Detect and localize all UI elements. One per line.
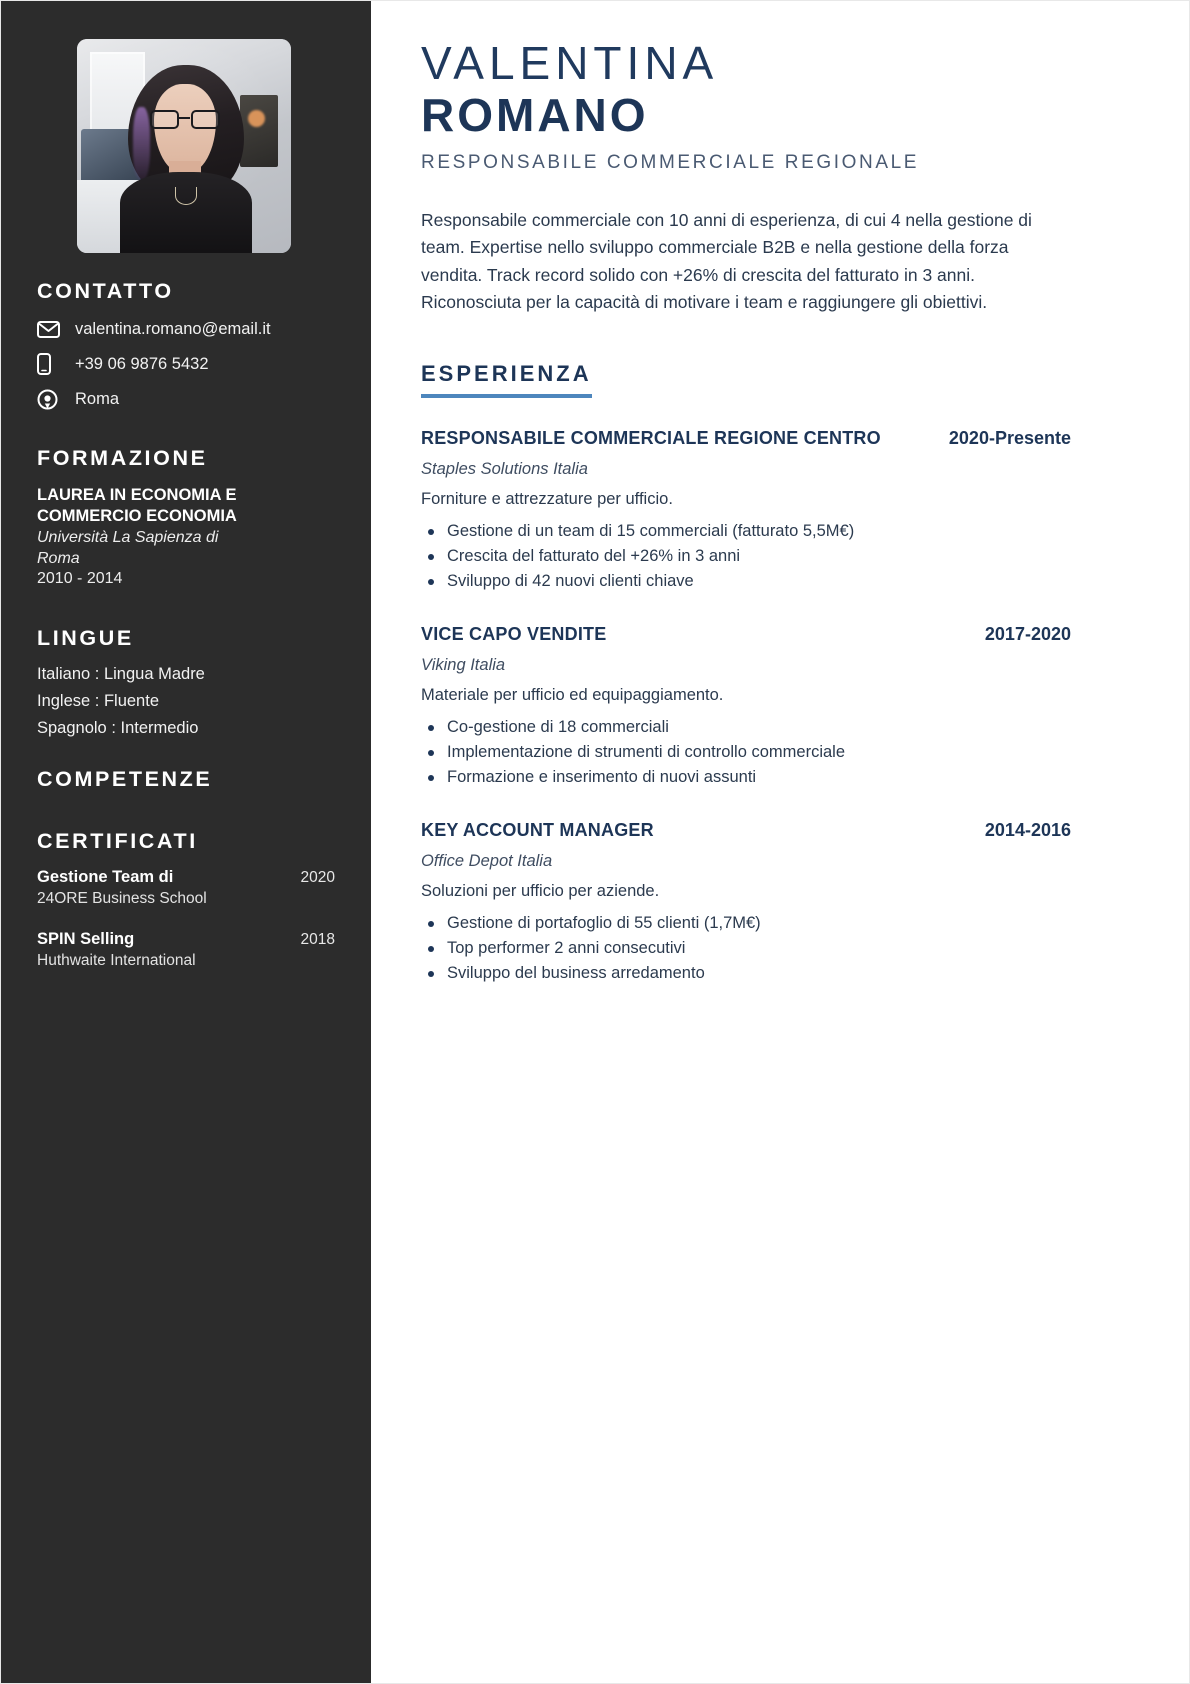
languages-section-title: LINGUE	[37, 626, 134, 650]
language-item: Inglese : Fluente	[37, 692, 159, 710]
experience-company: Viking Italia	[421, 656, 506, 675]
photo-person-necklace	[175, 187, 196, 205]
certificate-name: SPIN Selling	[37, 930, 135, 948]
education-school: Università La Sapienza di Roma	[37, 529, 219, 567]
contact-phone-value: +39 06 9876 5432	[75, 354, 209, 373]
experience-bullet: Sviluppo del business arredamento	[421, 961, 1071, 986]
experience-item	[421, 820, 1071, 986]
experience-role: RESPONSABILE COMMERCIALE REGIONE CENTRO	[421, 427, 881, 448]
experience-description: Soluzioni per ufficio per aziende.	[421, 882, 660, 901]
glasses-icon	[150, 110, 221, 129]
contact-section	[1, 279, 371, 423]
profile-photo-image	[77, 39, 291, 253]
certificate-organization: Huthwaite International	[37, 952, 196, 969]
photo-glasses-bridge	[178, 117, 191, 119]
experience-company: Staples Solutions Italia	[421, 459, 588, 478]
job-title: RESPONSABILE COMMERCIALE REGIONALE	[421, 152, 920, 174]
experience-bullet: Sviluppo di 42 nuovi clienti chiave	[421, 569, 1071, 594]
photo-background-frame	[240, 95, 279, 168]
certificate-item	[37, 868, 335, 908]
first-name: VALENTINA	[421, 37, 719, 89]
phone-icon	[37, 353, 63, 375]
education-section-title: FORMAZIONE	[37, 446, 208, 470]
certificates-section	[1, 829, 371, 970]
certificates-section-title: CERTIFICATI	[37, 829, 198, 853]
experience-bullet: Gestione di un team di 15 commerciali (fatturato 5,5M€)	[421, 519, 1071, 544]
contact-location-value: Roma	[75, 389, 120, 408]
experience-bullets	[421, 519, 1071, 594]
profile-photo	[77, 39, 291, 253]
certificate-year: 2020	[300, 869, 335, 886]
language-item: Italiano : Lingua Madre	[37, 665, 205, 683]
education-degree: LAUREA IN ECONOMIA E COMMERCIO ECONOMIA	[37, 486, 237, 525]
certificate-name: Gestione Team di	[37, 868, 174, 886]
experience-role: KEY ACCOUNT MANAGER	[421, 820, 654, 841]
experience-item	[421, 624, 1071, 790]
experience-dates: 2014-2016	[984, 820, 1071, 841]
certificate-year: 2018	[300, 931, 335, 948]
experience-bullet: Formazione e inserimento di nuovi assunti	[421, 765, 1071, 790]
experience-bullet: Co-gestione di 18 commerciali	[421, 715, 1071, 740]
experience-description: Materiale per ufficio ed equipaggiamento.	[421, 686, 724, 705]
experience-item	[421, 428, 1071, 594]
experience-bullet: Implementazione di strumenti di controllo commerciale	[421, 740, 1071, 765]
last-name: ROMANO	[421, 88, 649, 141]
contact-phone-row[interactable]	[37, 353, 371, 375]
experience-dates: 2017-2020	[984, 624, 1071, 645]
education-item	[1, 485, 371, 588]
envelope-icon	[37, 318, 63, 340]
experience-role: VICE CAPO VENDITE	[421, 624, 607, 645]
contact-section-title: CONTATTO	[37, 279, 174, 303]
experience-bullet: Crescita del fatturato del +26% in 3 anni	[421, 544, 1071, 569]
education-years: 2010 - 2014	[37, 570, 123, 588]
contact-email-value: valentina.romano@email.it	[75, 319, 271, 338]
experience-dates: 2020-Presente	[948, 427, 1071, 448]
main-content	[371, 1, 1190, 1684]
certificate-organization: 24ORE Business School	[37, 890, 207, 907]
languages-section	[1, 626, 371, 746]
education-section	[1, 446, 371, 588]
location-pin-icon	[37, 388, 63, 410]
experience-description: Forniture e attrezzature per ufficio.	[421, 489, 673, 508]
experience-bullets	[421, 911, 1071, 986]
certificate-item	[37, 930, 335, 970]
professional-summary: Responsabile commerciale con 10 anni di esperienza, di cui 4 nella gestione di team. Expertise nello sviluppo commerciale B2B e nella gestione della forza vendita. Track record solido con +26% di crescita del fatturato in 3 anni. Riconosciuta per la capacità di motivare i team e raggiungere gli obiettivi.	[421, 210, 1032, 312]
experience-section-title: ESPERIENZA	[421, 361, 592, 398]
photo-person-body	[120, 172, 253, 253]
contact-email-row[interactable]	[37, 318, 371, 340]
skills-section	[1, 767, 371, 806]
sidebar	[1, 1, 371, 1684]
contact-location-row[interactable]	[37, 388, 371, 410]
experience-company: Office Depot Italia	[421, 852, 553, 871]
photo-background-lamp	[248, 110, 265, 127]
experience-bullet: Top performer 2 anni consecutivi	[421, 936, 1071, 961]
experience-bullets	[421, 715, 1071, 790]
experience-bullet: Gestione di portafoglio di 55 clienti (1,7M€)	[421, 911, 1071, 936]
language-item: Spagnolo : Intermedio	[37, 719, 199, 737]
photo-person-hair-streak	[133, 107, 150, 180]
skills-section-title: COMPETENZE	[37, 767, 213, 791]
